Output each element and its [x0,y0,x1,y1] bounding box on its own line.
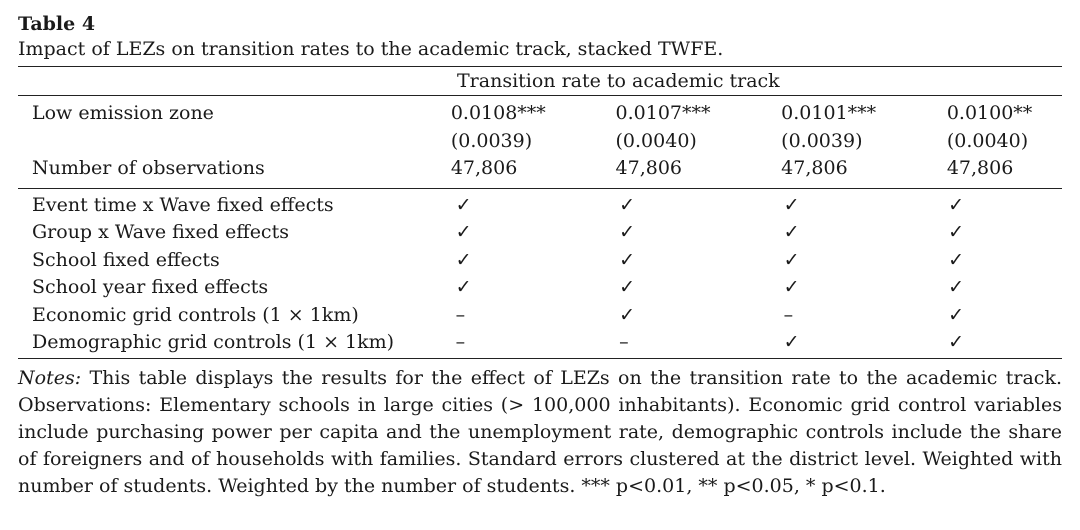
std-error-row [18,127,1058,155]
table-notes [18,365,1062,500]
mid-rule [18,188,1062,189]
results-table [18,67,1058,95]
checkmark-icon: ✓ [783,193,800,216]
header-row [18,67,1058,95]
column-header: Transition rate to academic track [457,69,780,92]
checkmark-icon: ✓ [783,221,800,244]
checkmark-icon: ✓ [619,248,636,271]
lez-row [18,100,1058,128]
checkmark-icon: ✓ [783,331,800,354]
observations-cell: 47,806 [781,157,848,180]
dash-icon: – [455,303,466,326]
control-row [18,246,1058,274]
table-caption: Impact of LEZs on transition rates to the academic track, stacked TWFE. [18,38,724,60]
std-error-label-empty [18,127,451,155]
checkmark-icon: ✓ [455,193,472,216]
std-error-cell: (0.0040) [615,129,697,152]
checkmark-icon: ✓ [619,276,636,299]
std-error-cell: (0.0039) [450,129,533,152]
coef-cell: 0.0101*** [781,102,877,125]
checkmark-icon: ✓ [619,221,636,244]
header-rule [18,95,1062,96]
header-empty-cell [18,67,457,95]
estimates-table [18,100,1058,183]
control-label: Group x Wave fixed effects [32,221,289,244]
control-label: School fixed effects [32,248,220,271]
observations-cell: 47,806 [450,157,518,180]
std-error-cell: (0.0040) [946,129,1029,152]
checkmark-icon: ✓ [783,248,800,271]
checkmark-icon: ✓ [948,276,965,299]
control-label: Economic grid controls (1 × 1km) [32,303,359,326]
observations-cell: 47,806 [615,157,682,180]
control-label: School year fixed effects [32,276,269,299]
dash-icon: – [619,331,629,354]
coef-cell: 0.0108*** [450,102,546,125]
table-label: Table 4 [18,13,96,35]
control-row [18,191,1058,219]
notes-text: This table displays the results for the effect of LEZs on the transition rate to the academic track. Observations: Elementary schools in large cities (> 100,000 inhabitants). Economic grid control variables include purchasing power per capita and the unemployment rate, demographic controls include the share of foreigners and of households with families. Standard errors clustered at the district level. Weighted with number of students. Weighted by the number of students. *** p<0.01, ** p<0.05, * p<0.1. [18,367,1062,497]
bottom-rule [18,358,1062,359]
checkmark-icon: ✓ [948,221,965,244]
coef-cell: 0.0107*** [615,102,711,125]
dash-icon: – [783,303,794,326]
checkmark-icon: ✓ [455,221,472,244]
std-error-cell: (0.0039) [781,129,863,152]
controls-table [18,191,1058,356]
checkmark-icon: ✓ [948,331,965,354]
control-label: Event time x Wave fixed effects [32,193,334,216]
notes-prefix: Notes: [18,367,82,389]
checkmark-icon: ✓ [619,303,636,326]
checkmark-icon: ✓ [455,248,472,271]
checkmark-icon: ✓ [455,276,472,299]
lez-label: Low emission zone [32,102,214,125]
observations-cell: 47,806 [946,157,1014,180]
checkmark-icon: ✓ [948,248,965,271]
control-row [18,329,1058,357]
control-row [18,301,1058,329]
control-row [18,219,1058,247]
control-label: Demographic grid controls (1 × 1km) [32,331,395,354]
checkmark-icon: ✓ [948,303,965,326]
checkmark-icon: ✓ [783,276,800,299]
checkmark-icon: ✓ [948,193,965,216]
coef-cell: 0.0100** [946,102,1033,125]
dash-icon: – [455,331,466,354]
control-row [18,274,1058,302]
observations-row [18,155,1058,183]
checkmark-icon: ✓ [619,193,636,216]
observations-label: Number of observations [32,157,265,180]
